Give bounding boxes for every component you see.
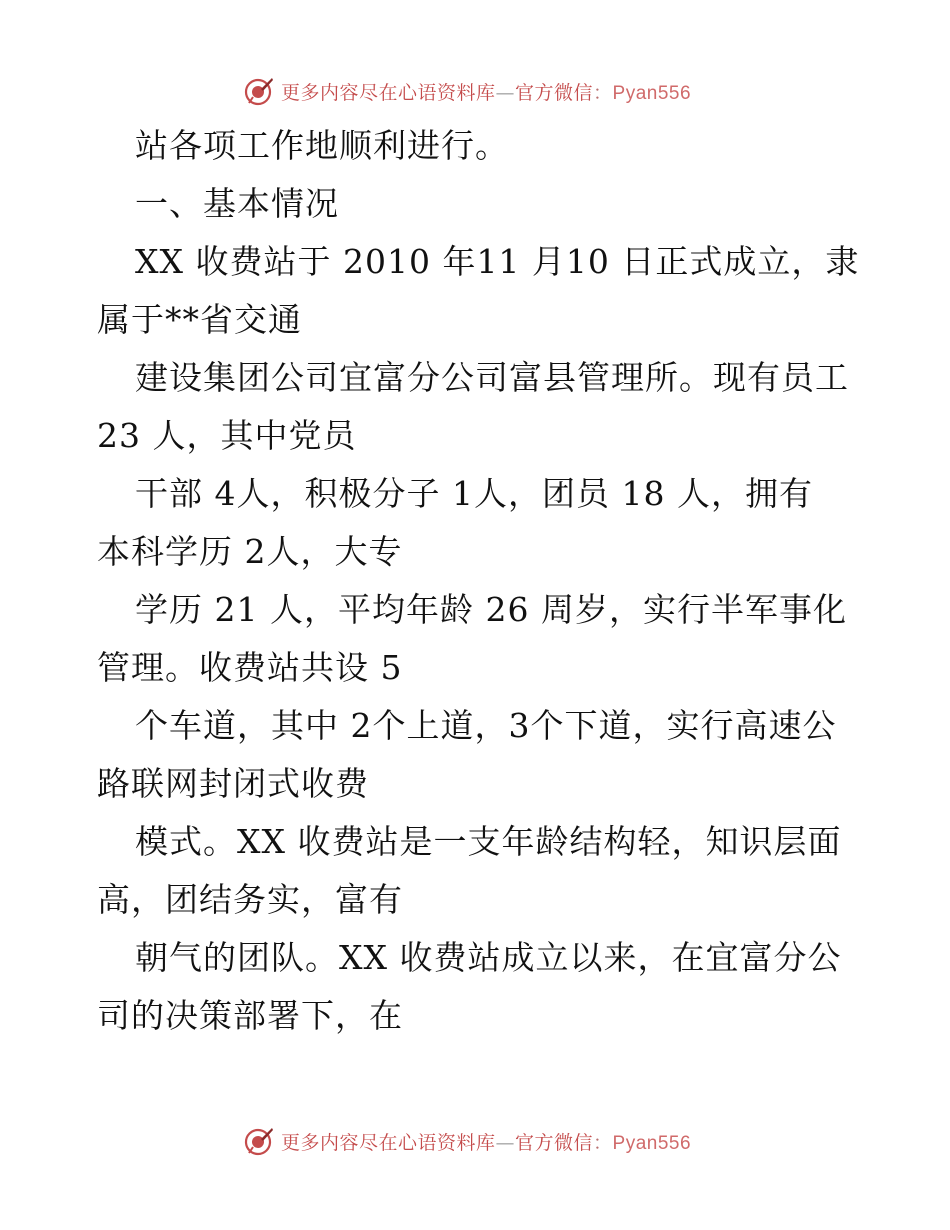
- document-body: [97, 117, 860, 1045]
- watermark-official: 官方微信: [514, 81, 593, 104]
- text-line: 学历 21 人，平均年龄 26 周岁，实行半军事化: [135, 590, 847, 629]
- quill-seal-icon: [243, 75, 275, 107]
- text-line: 朝气的团队。XX 收费站成立以来，在宜富分公: [135, 938, 842, 977]
- text-line: 站各项工作地顺利进行。: [135, 126, 509, 165]
- footer-watermark: [0, 1121, 950, 1161]
- watermark-wechat-id: Pyan556: [612, 82, 692, 104]
- text-line: 高，团结务实，富有: [97, 880, 403, 919]
- watermark-group: [243, 75, 691, 107]
- text-line: 23 人，其中党员: [97, 416, 357, 455]
- text-line: 管理。收费站共设 5: [97, 648, 403, 687]
- quill-seal-icon: [243, 1125, 275, 1157]
- text-line: XX 收费站于 2010 年11 月10 日正式成立，隶: [135, 242, 860, 281]
- watermark-text: [281, 78, 691, 105]
- text-line: 模式。XX 收费站是一支年龄结构轻，知识层面: [135, 822, 842, 861]
- watermark-official: 官方微信: [514, 1131, 593, 1154]
- watermark-wechat-id: Pyan556: [612, 1132, 692, 1154]
- watermark-text: [281, 1128, 691, 1155]
- text-line: 路联网封闭式收费: [97, 764, 369, 803]
- watermark-separator: ：: [593, 1131, 613, 1154]
- text-line: 干部 4人，积极分子 1人，团员 18 人，拥有: [135, 474, 813, 513]
- watermark-dash: —: [495, 81, 515, 104]
- text-line: 属于**省交通: [97, 300, 302, 339]
- section-heading: 一、基本情况: [135, 184, 339, 223]
- watermark-group: [243, 1125, 691, 1157]
- watermark-dash: —: [495, 1131, 515, 1154]
- text-line: 本科学历 2人，大专: [97, 532, 403, 571]
- watermark-separator: ：: [593, 81, 613, 104]
- header-watermark: [0, 71, 950, 111]
- text-line: 司的决策部署下，在: [97, 996, 403, 1035]
- text-line: 个车道，其中 2个上道，3个下道，实行高速公: [135, 706, 837, 745]
- watermark-site: 更多内容尽在心语资料库: [280, 1131, 496, 1154]
- text-line: 建设集团公司宜富分公司富县管理所。现有员工: [135, 358, 849, 397]
- watermark-site: 更多内容尽在心语资料库: [280, 81, 496, 104]
